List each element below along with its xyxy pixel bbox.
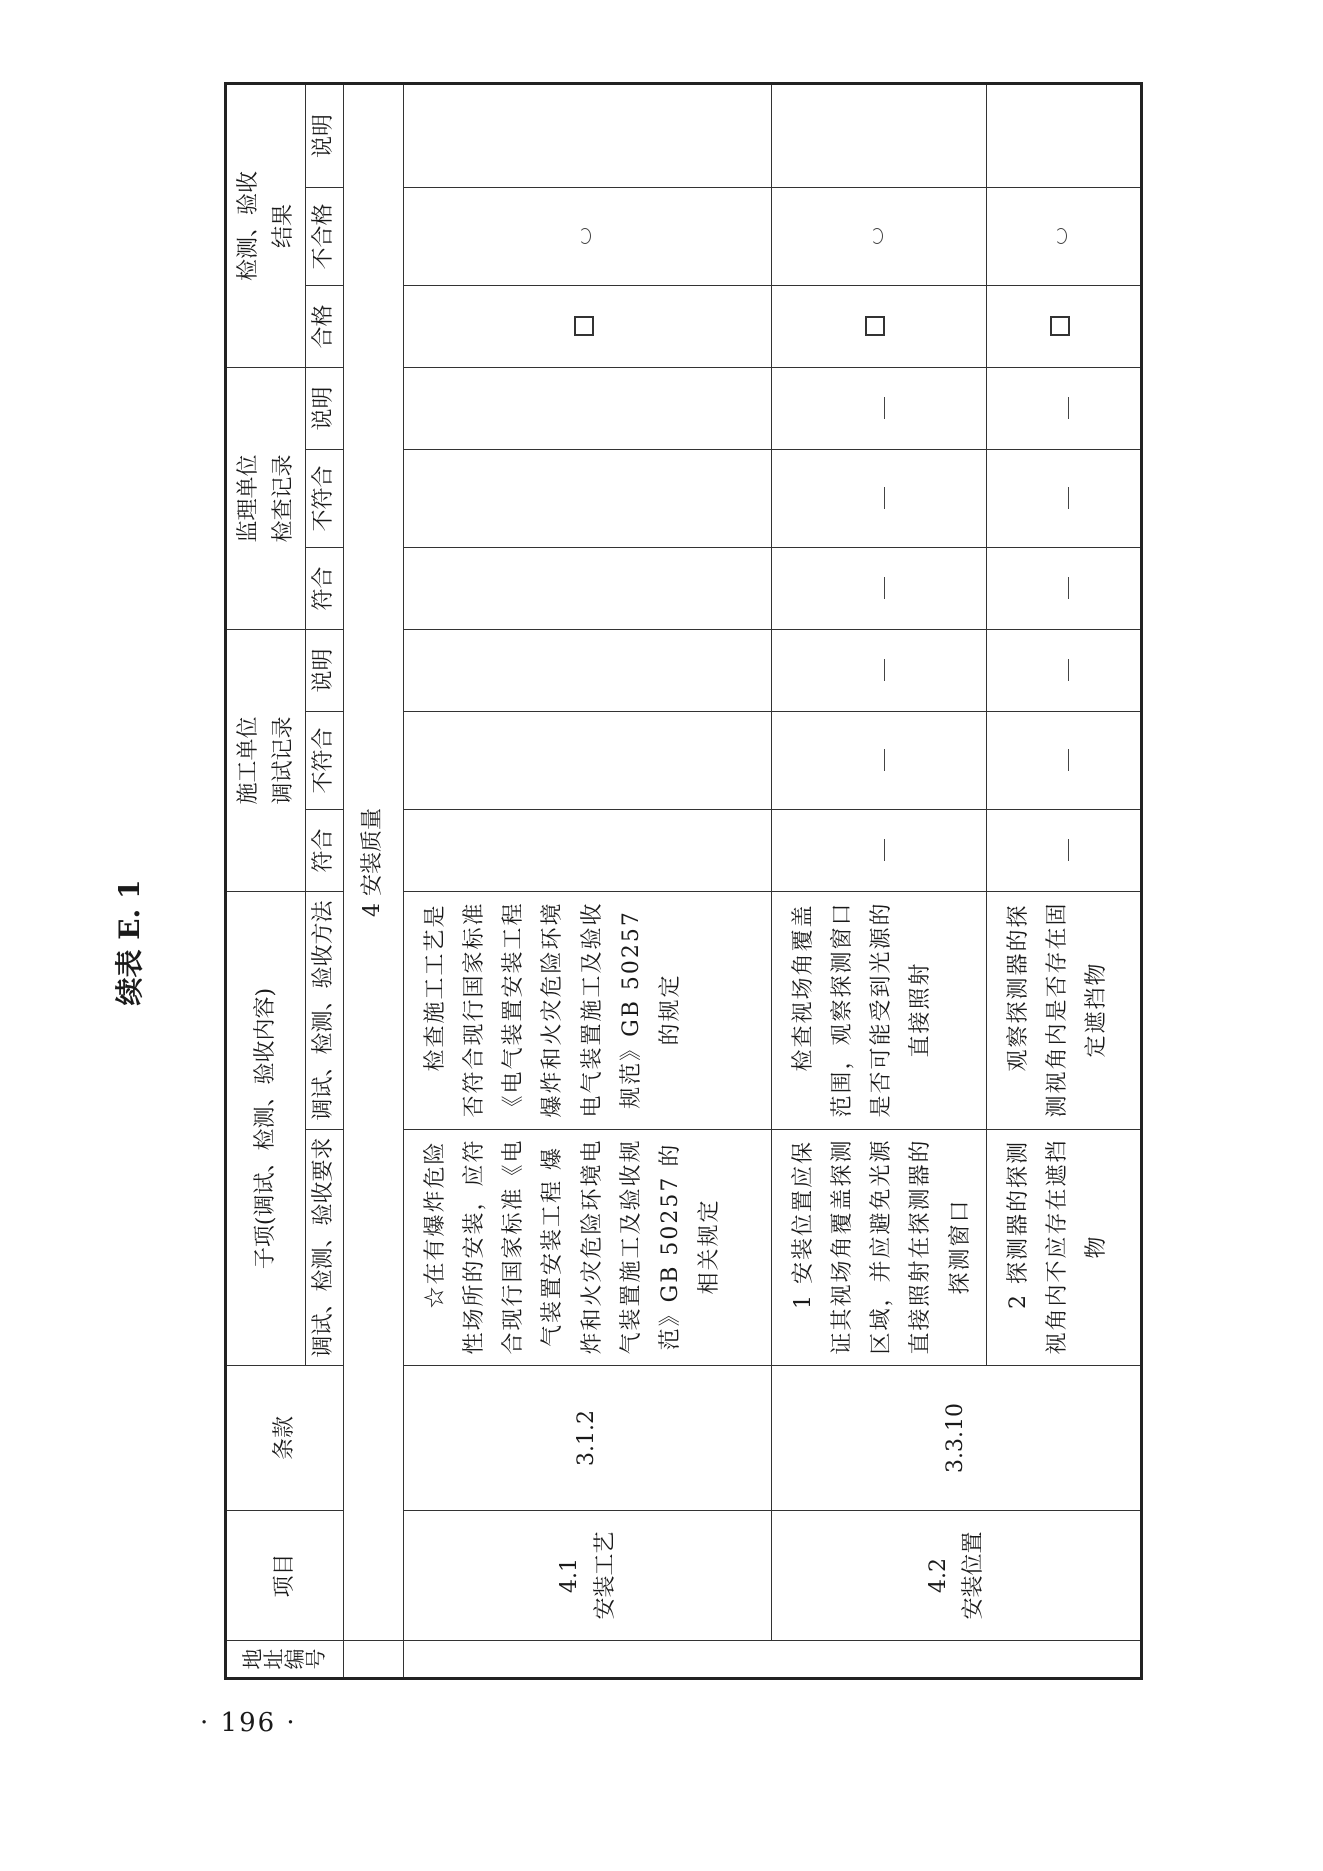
header-inspection: 检测、验收 结果 [226, 83, 306, 367]
table-row [404, 83, 772, 1678]
inspection-note-cell [404, 83, 772, 187]
supervisor-note-cell [986, 367, 1141, 449]
circle-icon [871, 228, 883, 244]
inspection-table [224, 82, 1143, 1680]
project-cell: 4.2 安装位置 [772, 1511, 1142, 1641]
header-supervisor: 监理单位 检查记录 [226, 367, 306, 629]
requirement-cell: ☆在有爆炸危险性场所的安装，应符合现行国家标准《电气装置安装工程 爆炸和火灾危险环境电气装置施工及验收规范》GB 50257 的相关规定 [404, 1130, 772, 1366]
method-cell: 检查视场角覆盖范围，观察探测窗口是否可能受到光源的直接照射 [772, 891, 987, 1129]
contractor-note-cell [772, 629, 987, 711]
checkbox-icon [574, 316, 594, 336]
header-sub-item: 子项(调试、检测、验收内容) [226, 891, 306, 1365]
header-contractor-nonconform: 不符合 [306, 711, 344, 809]
supervisor-nonconform-cell [986, 449, 1141, 547]
contractor-nonconform-cell [404, 711, 772, 809]
contractor-nonconform-cell [772, 711, 987, 809]
clause-cell: 3.3.10 [772, 1366, 1142, 1511]
method-cell: 观察探测器的探测视角内是否存在固定遮挡物 [986, 891, 1141, 1129]
method-cell: 检查施工工艺是否符合现行国家标准《电气装置安装工程 爆炸和火灾危险环境电气装置施工及验收规范》GB 50257 的规定 [404, 891, 772, 1129]
dash-icon [1068, 577, 1069, 599]
circle-icon [1055, 228, 1067, 244]
section-address-cell [344, 1641, 404, 1679]
header-clause: 条款 [226, 1366, 344, 1511]
supervisor-conform-cell [404, 547, 772, 629]
contractor-note-cell [404, 629, 772, 711]
rotated-page [113, 113, 1137, 1680]
supervisor-conform-cell [986, 547, 1141, 629]
checkbox-icon [1050, 316, 1070, 336]
header-contractor: 施工单位 调试记录 [226, 629, 306, 891]
pass-cell [404, 285, 772, 367]
dash-icon [1068, 749, 1069, 771]
supervisor-conform-cell [772, 547, 987, 629]
checkbox-icon [865, 316, 885, 336]
header-supervisor-note: 说明 [306, 367, 344, 449]
supervisor-nonconform-cell [404, 449, 772, 547]
project-cell: 4.1 安装工艺 [404, 1511, 772, 1641]
dash-icon [884, 749, 885, 771]
requirement-cell: 1 安装位置应保证其视场角覆盖探测区域，并应避免光源直接照射在探测器的探测窗口 [772, 1130, 987, 1366]
inspection-note-cell [986, 83, 1141, 187]
inspection-note-cell [772, 83, 987, 187]
circle-icon [579, 228, 591, 244]
fail-cell [986, 187, 1141, 285]
contractor-conform-cell [404, 809, 772, 891]
supervisor-note-cell [772, 367, 987, 449]
header-supervisor-conform: 符合 [306, 547, 344, 629]
dash-icon [884, 487, 885, 509]
supervisor-nonconform-cell [772, 449, 987, 547]
table-title: 续表 E. 1 [113, 879, 146, 1006]
dash-icon [884, 577, 885, 599]
dash-icon [884, 659, 885, 681]
pass-cell [986, 285, 1141, 367]
header-contractor-conform: 符合 [306, 809, 344, 891]
header-supervisor-nonconform: 不符合 [306, 449, 344, 547]
table-row [772, 83, 987, 1678]
header-contractor-note: 说明 [306, 629, 344, 711]
dash-icon [1068, 487, 1069, 509]
clause-cell: 3.1.2 [404, 1366, 772, 1511]
dash-icon [1068, 659, 1069, 681]
dash-icon [884, 397, 885, 419]
header-address-code: 地址编号 [226, 1641, 344, 1679]
header-inspection-note: 说明 [306, 83, 344, 187]
address-cell [404, 1641, 1142, 1679]
header-fail: 不合格 [306, 187, 344, 285]
section-title: 4 安装质量 [344, 83, 404, 1640]
contractor-conform-cell [772, 809, 987, 891]
contractor-note-cell [986, 629, 1141, 711]
fail-cell [404, 187, 772, 285]
fail-cell [772, 187, 987, 285]
dash-icon [1068, 839, 1069, 861]
supervisor-note-cell [404, 367, 772, 449]
page-number: · 196 · [200, 1708, 297, 1738]
header-project: 项目 [226, 1511, 344, 1641]
header-sub-method: 调试、检测、验收方法 [306, 891, 344, 1129]
dash-icon [1068, 397, 1069, 419]
dash-icon [884, 839, 885, 861]
contractor-conform-cell [986, 809, 1141, 891]
requirement-cell: 2 探测器的探测视角内不应存在遮挡物 [986, 1130, 1141, 1366]
header-sub-requirement: 调试、检测、验收要求 [306, 1130, 344, 1366]
contractor-nonconform-cell [986, 711, 1141, 809]
header-pass: 合格 [306, 285, 344, 367]
pass-cell [772, 285, 987, 367]
